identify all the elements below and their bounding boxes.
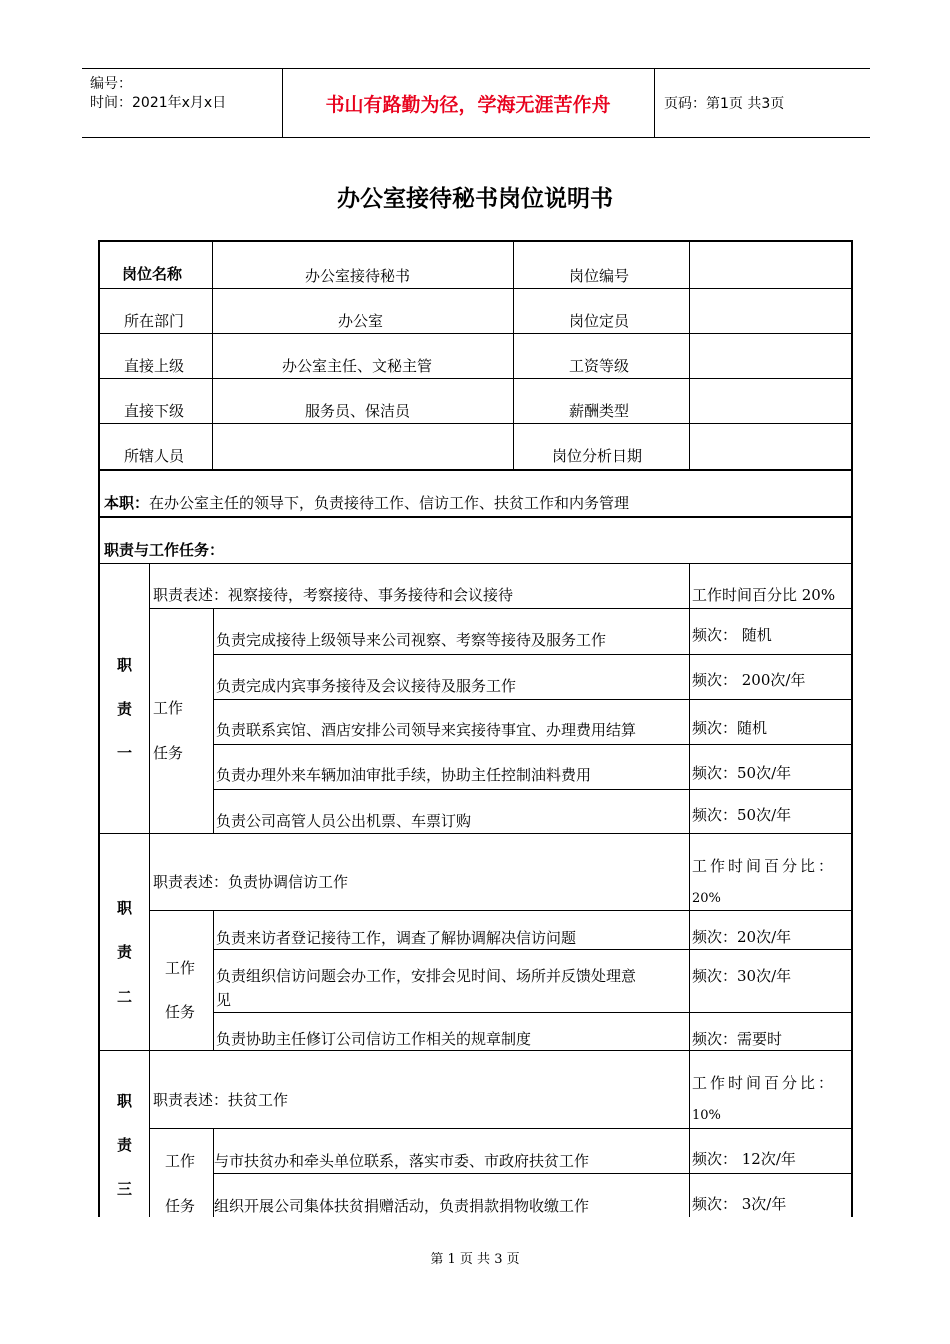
duty1-label-3: 一: [117, 744, 133, 762]
dept-label: 所在部门: [124, 312, 185, 330]
post-name-value: 办公室接待秘书: [305, 267, 411, 285]
duty1-freq: 频次： 随机: [692, 626, 772, 644]
duty1-task: 负责办理外来车辆加油审批手续，协助主任控制油料费用: [216, 766, 592, 784]
analysis-date-label: 岗位分析日期: [552, 447, 643, 465]
duty2-task: 负责来访者登记接待工作，调查了解协调解决信访问题: [216, 929, 577, 947]
post-name-label: 岗位名称: [122, 265, 183, 283]
duty3-task: 与市扶贫办和牵头单位联系，落实市委、市政府扶贫工作: [214, 1152, 590, 1170]
duty1-freq: 频次： 200次/年: [692, 671, 806, 689]
dept-value: 办公室: [338, 312, 384, 330]
duty2-label-1: 职: [117, 899, 133, 917]
number-label: 编号：: [90, 76, 132, 92]
staffing-label: 岗位定员: [569, 312, 630, 330]
duty1-task-label-2: 任务: [153, 744, 184, 762]
duty3-percent-1: 工作时间百分比：: [692, 1074, 837, 1092]
superior-label: 直接上级: [124, 357, 185, 375]
duty3-percent-2: 10%: [692, 1108, 721, 1123]
duty2-percent-1: 工作时间百分比：: [692, 857, 837, 875]
duty3-freq: 频次： 3次/年: [692, 1195, 787, 1213]
duty1-freq: 频次：50次/年: [692, 806, 792, 824]
duty2-statement: 职责表述：负责协调信访工作: [153, 873, 349, 891]
duty3-statement: 职责表述：扶贫工作: [153, 1091, 289, 1109]
duty-summary: [104, 493, 629, 513]
header-motto: 书山有路勤为径，学海无涯苦作舟: [282, 69, 655, 137]
duty1-task: 负责完成内宾事务接待及会议接待及服务工作: [216, 677, 517, 695]
duty2-label-2: 责: [117, 943, 133, 961]
duty1-freq: 频次：随机: [692, 719, 768, 737]
pay-type-label: 薪酬类型: [569, 402, 630, 420]
duty1-task: 负责公司高管人员公出机票、车票订购: [216, 812, 472, 830]
duty1-task: 负责完成接待上级领导来公司视察、考察等接待及服务工作: [216, 631, 607, 649]
date-label: 时间：2021年x月x日: [90, 95, 227, 111]
duty2-task-label-2: 任务: [165, 1003, 196, 1021]
page-header: [82, 68, 870, 138]
duty2-percent-2: 20%: [692, 891, 721, 906]
header-page-label: 页码：第1页 共3页: [664, 96, 785, 112]
duty1-statement: 职责表述：视察接待，考察接待、事务接待和会议接待: [153, 586, 514, 604]
duty3-freq: 频次： 12次/年: [692, 1150, 796, 1168]
subordinate-value: 服务员、保洁员: [305, 402, 411, 420]
post-no-label: 岗位编号: [569, 267, 630, 285]
duty3-task-label-2: 任务: [165, 1197, 196, 1215]
duty2-task: 负责协助主任修订公司信访工作相关的规章制度: [216, 1030, 532, 1048]
duty2-freq: 频次：30次/年: [692, 967, 792, 985]
duty-summary-text: 在办公室主任的领导下，负责接待工作、信访工作、扶贫工作和内务管理: [149, 494, 630, 512]
duty2-label-3: 二: [117, 988, 133, 1006]
duty2-task-label-1: 工作: [165, 959, 196, 977]
duty3-task: 组织开展公司集体扶贫捐赠活动，负责捐款捐物收缴工作: [214, 1197, 590, 1215]
duty1-percent: 工作时间百分比 20%: [692, 586, 836, 604]
duties-header: 职责与工作任务：: [104, 541, 225, 559]
managed-staff-label: 所辖人员: [124, 447, 185, 465]
duty3-label-3: 三: [117, 1180, 133, 1198]
duty-summary-label: 本职：: [104, 494, 150, 512]
duty1-task: 负责联系宾馆、酒店安排公司领导来宾接待事宜、办理费用结算: [216, 721, 637, 739]
duty1-label-2: 责: [117, 700, 133, 718]
page-footer: 第 1 页 共 3 页: [430, 1252, 520, 1267]
duty2-freq: 频次：20次/年: [692, 928, 792, 946]
duty1-label-1: 职: [117, 656, 133, 674]
salary-grade-label: 工资等级: [569, 357, 630, 375]
duty2-freq: 频次：需要时: [692, 1030, 783, 1048]
duty1-freq: 频次：50次/年: [692, 764, 792, 782]
duty2-task-continued: 见: [216, 991, 232, 1009]
duty3-label-2: 责: [117, 1136, 133, 1154]
superior-value: 办公室主任、文秘主管: [282, 357, 433, 375]
duty2-task: 负责组织信访问题会办工作，安排会见时间、场所并反馈处理意: [216, 967, 637, 985]
header-meta: [82, 69, 283, 137]
document-title: 办公室接待秘书岗位说明书: [337, 186, 613, 212]
duty3-task-label-1: 工作: [165, 1152, 196, 1170]
subordinate-label: 直接下级: [124, 402, 185, 420]
duty3-label-1: 职: [117, 1092, 133, 1110]
duty1-task-label-1: 工作: [153, 699, 184, 717]
